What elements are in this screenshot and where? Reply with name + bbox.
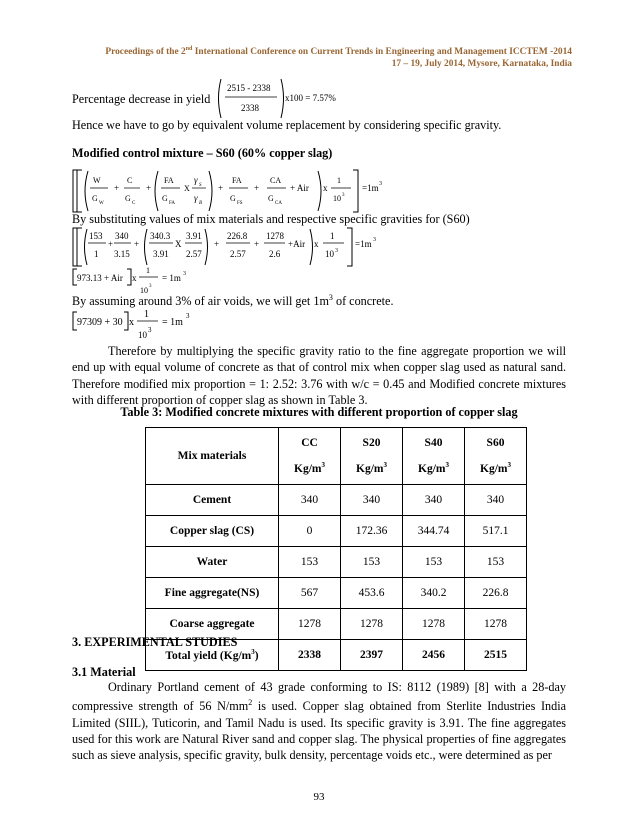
table-caption: Table 3: Modified concrete mixtures with different proportion of copper slag	[120, 405, 518, 419]
svg-text:= 1m: = 1m	[162, 317, 183, 328]
table-row: Water 153 153 153 153	[146, 547, 527, 578]
svg-text:340.3: 340.3	[150, 231, 171, 241]
svg-text:CA: CA	[270, 176, 282, 185]
svg-text:G: G	[92, 194, 98, 203]
equation-final-volume	[72, 308, 232, 344]
svg-text:+: +	[214, 239, 220, 249]
svg-text:3: 3	[379, 181, 382, 187]
table-row-total: Total yield $(Kg/m^3)$ 2338 2397 2456 2515	[146, 640, 527, 671]
svg-text:x: x	[314, 239, 319, 249]
paragraph-material: Ordinary Portland cement of 43 grade conforming to IS: 8112 (1989) [8] with a 28-day compressive strength of 56 $N/mm^2$ is used. Copper slag obtained from Sterlite Industries India Limited (SIIL), Tuticorin, and Tamil Nadu is used. Its specific gravity is 3.91. The fine aggregates used for this work are Natural River sand and copper slag. The physical properties of fine aggregates such as sieve analysis, specific gravity, bulk density, percentage voids etc., were determined as per	[72, 680, 566, 763]
table-row: Coarse aggregate 1278 1278 1278 1278	[146, 609, 527, 640]
svg-text:FA: FA	[164, 176, 174, 185]
paragraph-therefore: Therefore by multiplying the specific gravity ratio to the fine aggregate proportion we will end up with equal volume of concrete as that of control mix when copper slag used as natural sand. Therefore modified mix proportion = 1: 2.52: 3.76 with w/c = 0.45 and Modified concrete mixtures with different proportion of copper slag as shown in Table 3.	[72, 344, 566, 407]
page-number: 93	[313, 791, 325, 803]
equation-volume-substituted	[72, 227, 402, 267]
svg-text:340: 340	[115, 231, 129, 241]
svg-text:C: C	[132, 201, 136, 206]
svg-text:B: B	[199, 201, 203, 206]
svg-text:+: +	[146, 183, 152, 193]
table-row: Fine aggregate(NS) 567 453.6 340.2 226.8	[146, 578, 527, 609]
svg-text:X: X	[175, 239, 182, 249]
section-heading-material: 3.1 Material	[72, 665, 136, 679]
svg-text:= 1m: = 1m	[162, 273, 181, 283]
svg-text:3: 3	[183, 271, 186, 277]
svg-text:x: x	[129, 317, 134, 328]
svg-text:+: +	[114, 183, 120, 193]
svg-text:3: 3	[148, 326, 152, 334]
svg-text:1: 1	[337, 176, 341, 185]
text-assume: By assuming around 3% of air voids, we will get $1m^3$ of concrete.	[72, 293, 394, 309]
conference-header	[105, 43, 572, 70]
svg-text:3.91: 3.91	[186, 231, 202, 241]
svg-text:+: +	[108, 239, 114, 249]
eq1-numerator: 2515 - 2338	[227, 83, 271, 93]
text-substitute: By substituting values of mix materials and respective specific gravities for (S60)	[72, 212, 470, 226]
svg-text:2.57: 2.57	[230, 249, 246, 259]
svg-text:3: 3	[342, 193, 345, 198]
svg-text:X: X	[184, 184, 190, 193]
svg-text:3: 3	[149, 284, 152, 289]
svg-text:3: 3	[373, 237, 376, 243]
header-line-2: 17 – 19, July 2014, Mysore, Karnataka, India	[391, 59, 572, 70]
table-row: Copper slag (CS) 0 172.36 344.74 517.1	[146, 516, 527, 547]
svg-text:97309 + 30: 97309 + 30	[77, 317, 123, 328]
svg-text:G: G	[268, 194, 274, 203]
eq1-denominator: 2338	[241, 103, 259, 113]
svg-text:FA: FA	[169, 201, 176, 206]
svg-text:+Air: +Air	[288, 239, 306, 249]
svg-text:G: G	[230, 194, 236, 203]
svg-text:+: +	[254, 183, 260, 193]
svg-text:W: W	[93, 176, 101, 185]
eq1-rhs: x100 = 7.57%	[285, 93, 336, 103]
svg-text:153: 153	[89, 231, 103, 241]
column-header: S20 $Kg/m^3$	[341, 428, 403, 485]
svg-text:3.91: 3.91	[153, 249, 169, 259]
svg-text:G: G	[162, 194, 168, 203]
heading-modified-control: Modified control mixture – S60 (60% copper slag)	[72, 146, 333, 160]
svg-text:1278: 1278	[266, 231, 284, 241]
svg-text:1: 1	[146, 266, 150, 275]
svg-text:10: 10	[325, 249, 334, 259]
svg-text:1: 1	[330, 231, 335, 241]
svg-text:W: W	[99, 201, 104, 206]
svg-text:γ: γ	[194, 175, 198, 185]
svg-text:1: 1	[144, 309, 149, 320]
eq1-label: Percentage decrease in yield	[72, 92, 211, 106]
svg-text:+: +	[134, 239, 140, 249]
section-heading-experimental: 3. EXPERIMENTAL STUDIES	[72, 635, 238, 649]
svg-text:G: G	[125, 194, 131, 203]
svg-text:973.13 + Air: 973.13 + Air	[77, 273, 123, 283]
equation-percentage-decrease	[215, 76, 365, 122]
table-row: Cement 340 340 340 340	[146, 485, 527, 516]
svg-text:γ: γ	[194, 193, 198, 203]
svg-text:=1m: =1m	[362, 183, 379, 193]
column-header: CC $Kg/m^3$	[279, 428, 341, 485]
svg-text:x: x	[132, 273, 137, 283]
svg-text:FS: FS	[237, 201, 243, 206]
svg-text:10: 10	[140, 286, 148, 295]
equation-volume-general	[72, 169, 382, 213]
svg-text:10: 10	[333, 194, 341, 203]
svg-text:3.15: 3.15	[114, 249, 130, 259]
svg-text:3: 3	[335, 248, 338, 254]
svg-text:+: +	[254, 239, 260, 249]
svg-text:x: x	[323, 183, 328, 193]
text-hence: Hence we have to go by equivalent volume replacement by considering specific gravity.	[72, 118, 502, 132]
svg-text:FA: FA	[232, 176, 242, 185]
svg-text:1: 1	[94, 249, 99, 259]
svg-text:2.6: 2.6	[269, 249, 281, 259]
svg-text:=1m: =1m	[355, 239, 372, 249]
table-corner-header: Mix materials	[146, 428, 279, 485]
svg-text:CA: CA	[275, 201, 282, 206]
svg-text:+: +	[218, 183, 224, 193]
svg-text:2.57: 2.57	[186, 249, 202, 259]
svg-text:3: 3	[186, 312, 190, 320]
header-line-1: Proceedings of the 2nd International Conference on Current Trends in Engineering and Management ICCTEM -2014	[105, 46, 572, 58]
svg-text:+ Air: + Air	[290, 183, 309, 193]
svg-text:C: C	[127, 176, 133, 185]
column-header: S40 $Kg/m^3$	[403, 428, 465, 485]
svg-text:S: S	[199, 183, 202, 188]
column-header: S60 $Kg/m^3$	[465, 428, 527, 485]
svg-text:10: 10	[138, 330, 147, 340]
svg-text:226.8: 226.8	[227, 231, 248, 241]
